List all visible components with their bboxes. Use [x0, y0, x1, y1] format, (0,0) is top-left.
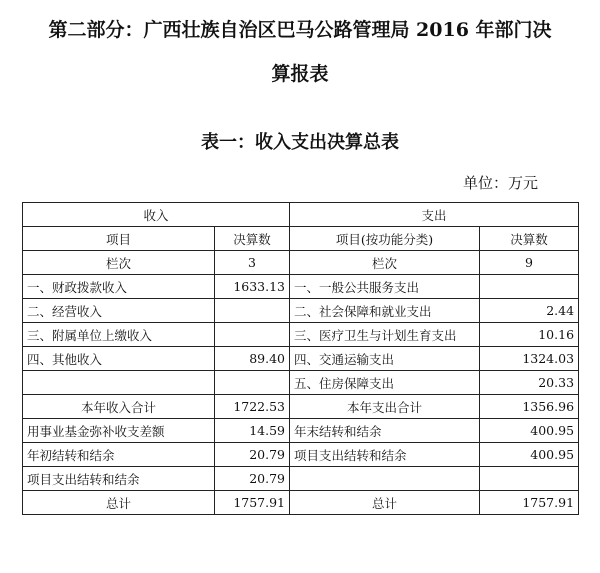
expense-label: 年末结转和结余: [290, 419, 480, 443]
expense-value: 400.95: [480, 443, 579, 467]
total-row: [23, 491, 579, 515]
expense-header: 支出: [290, 203, 579, 227]
income-label: 一、财政拨款收入: [23, 275, 215, 299]
income-label: 项目支出结转和结余: [23, 467, 215, 491]
income-expense-summary-table: [22, 202, 579, 515]
col-item: 项目: [23, 227, 215, 251]
income-value: 20.79: [215, 467, 290, 491]
expense-label: 本年支出合计: [290, 395, 480, 419]
income-total-label: 总计: [23, 491, 215, 515]
col-item-func: 项目(按功能分类): [290, 227, 480, 251]
index-row: [23, 251, 579, 275]
col-amount2: 决算数: [480, 227, 579, 251]
income-index: 3: [215, 251, 290, 275]
expense-label: 三、医疗卫生与计划生育支出: [290, 323, 480, 347]
table-row: [23, 419, 579, 443]
income-label: 用事业基金弥补收支差额: [23, 419, 215, 443]
income-label: 三、附属单位上缴收入: [23, 323, 215, 347]
income-value: 1722.53: [215, 395, 290, 419]
income-label: 本年收入合计: [23, 395, 215, 419]
income-value: [215, 371, 290, 395]
expense-value: 10.16: [480, 323, 579, 347]
expense-label: 四、交通运输支出: [290, 347, 480, 371]
income-total-value: 1757.91: [215, 491, 290, 515]
column-header-row: [23, 227, 579, 251]
table-row: [23, 299, 579, 323]
expense-value: 1356.96: [480, 395, 579, 419]
expense-value: 20.33: [480, 371, 579, 395]
table-row: [23, 443, 579, 467]
document-title: [20, 8, 580, 96]
table-row: [23, 323, 579, 347]
expense-total-label: 总计: [290, 491, 480, 515]
income-label: 四、其他收入: [23, 347, 215, 371]
expense-index: 9: [480, 251, 579, 275]
row-index-label: 栏次: [23, 251, 215, 275]
document-title-line2: 算报表: [271, 63, 329, 85]
expense-index-label: 栏次: [290, 251, 480, 275]
income-value: [215, 299, 290, 323]
table-row: [23, 275, 579, 299]
document-title-line1: 第二部分：广西壮族自治区巴马公路管理局 2016 年部门决: [48, 19, 552, 41]
expense-value: 2.44: [480, 299, 579, 323]
expense-label: 二、社会保障和就业支出: [290, 299, 480, 323]
expense-label: 一、一般公共服务支出: [290, 275, 480, 299]
col-amount: 决算数: [215, 227, 290, 251]
table-row: [23, 371, 579, 395]
expense-label: 项目支出结转和结余: [290, 443, 480, 467]
table-row: [23, 395, 579, 419]
expense-total-value: 1757.91: [480, 491, 579, 515]
expense-value: [480, 275, 579, 299]
section-header-row: [23, 203, 579, 227]
table-title: 表一：收入支出决算总表: [201, 132, 399, 153]
unit-label: 单位：万元: [462, 174, 538, 192]
income-value: [215, 323, 290, 347]
expense-value: 1324.03: [480, 347, 579, 371]
expense-label: [290, 467, 480, 491]
income-value: 1633.13: [215, 275, 290, 299]
expense-value: [480, 467, 579, 491]
income-header: 收入: [23, 203, 290, 227]
expense-label: 五、住房保障支出: [290, 371, 480, 395]
expense-value: 400.95: [480, 419, 579, 443]
income-label: 二、经营收入: [23, 299, 215, 323]
income-value: 20.79: [215, 443, 290, 467]
income-label: [23, 371, 215, 395]
table-row: [23, 347, 579, 371]
income-value: 14.59: [215, 419, 290, 443]
income-value: 89.40: [215, 347, 290, 371]
table-row: [23, 467, 579, 491]
income-label: 年初结转和结余: [23, 443, 215, 467]
